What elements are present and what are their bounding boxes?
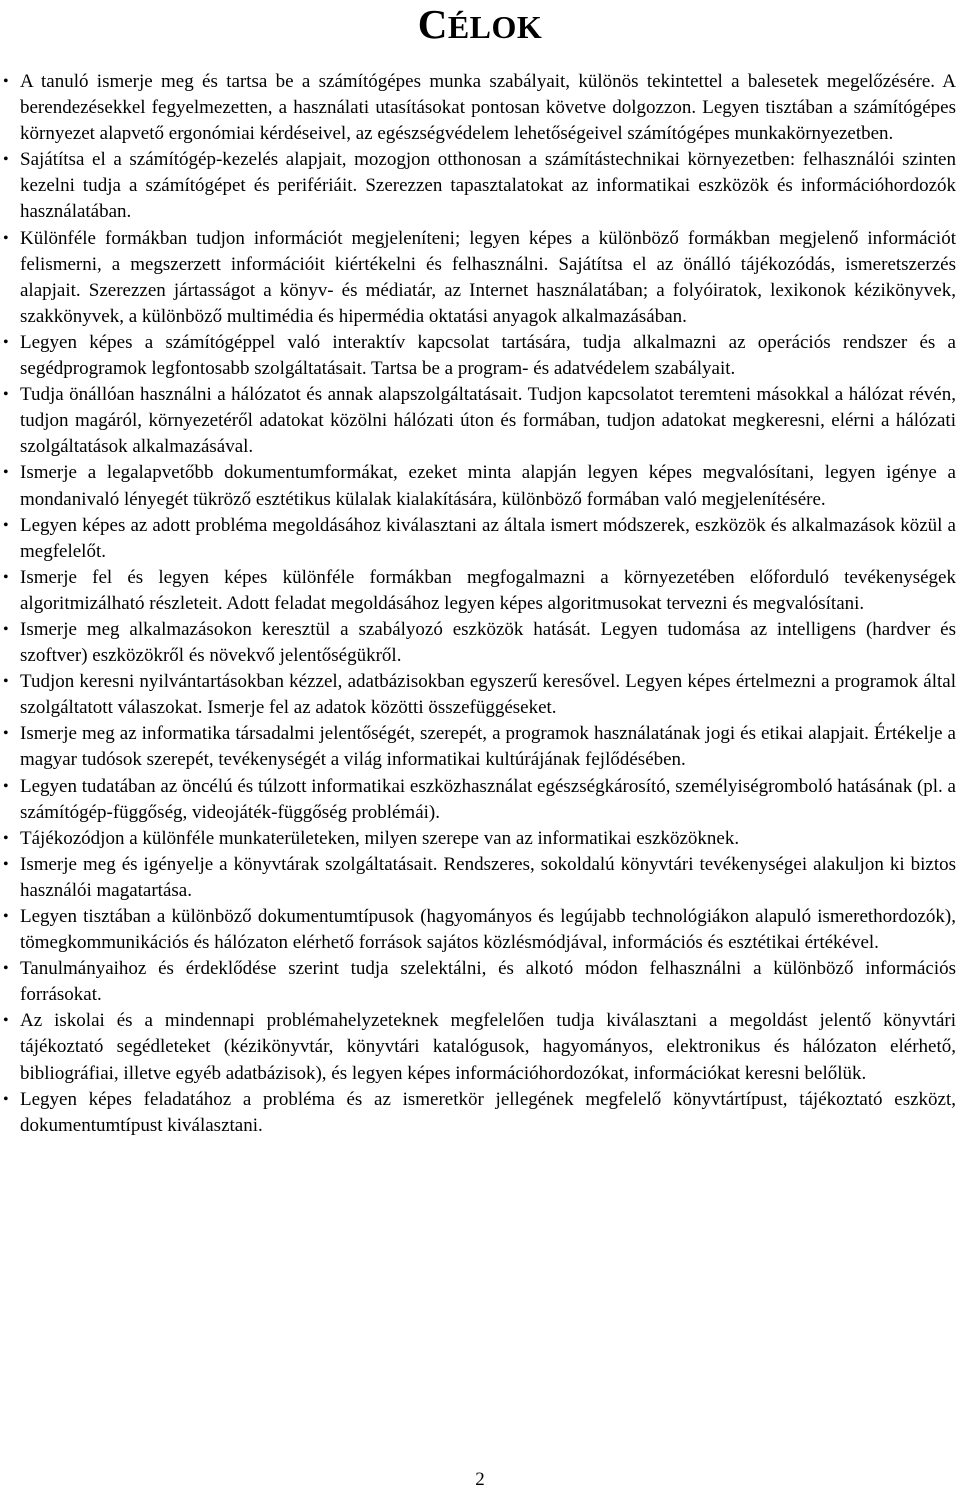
page-title-rest: ÉLOK xyxy=(447,9,543,45)
list-item xyxy=(0,460,960,512)
page-title-initial: C xyxy=(417,1,448,47)
page-number: 2 xyxy=(475,1469,485,1490)
bullet-icon: • xyxy=(3,1090,9,1108)
list-item xyxy=(0,1008,960,1086)
list-item xyxy=(0,721,960,773)
bullet-icon: • xyxy=(3,829,9,847)
list-item-text: Sajátítsa el a számítógép-kezelés alapjait, mozogjon otthonosan a számítástechnikai környezetben: felhasználói szinten kezelni tudja a számítógépet és perifériáit. Szerezzen tapasztalatokat az informatikai eszközök és információhordozók használatában. xyxy=(20,149,956,223)
list-item xyxy=(0,226,960,330)
list-item-text: Tudjon keresni nyilvántartásokban kézzel, adatbázisokban egyszerű keresővel. Legyen képes értelmezni a programok által szolgáltatott válaszokat. Ismerje fel az adatok közötti összefüggéseket. xyxy=(20,671,956,719)
list-item-text: Legyen tudatában az öncélú és túlzott informatikai eszközhasználat egészségkárosító, személyiségromboló hatásának (pl. a számítógép-függőség, videojáték-függőség problémái). xyxy=(20,775,956,823)
list-item-text: Tudja önállóan használni a hálózatot és annak alapszolgáltatásait. Tudjon kapcsolatot teremteni másokkal a hálózat révén, tudjon magáról, környezetéről adatokat közölni hálózati úton és formában, tudjon adatokat megkeresni, elérni a hálózati szolgáltatások alkalmazásával. xyxy=(20,384,956,458)
page-title xyxy=(0,2,960,49)
bullet-icon: • xyxy=(3,908,9,925)
list-item-text: Legyen képes a számítógéppel való interaktív kapcsolat tartására, tudja alkalmazni az operációs rendszer és a segédprogramok legfontosabb szolgáltatásait. Tartsa be a program- és adatvédelem szabályait. xyxy=(20,331,956,380)
bullet-icon: • xyxy=(3,960,9,978)
list-item-text: Ismerje meg alkalmazásokon keresztül a szabályozó eszközök hatását. Legyen tudomása az intelligens (hardver és szoftver) eszközökről és növekvő jelentőségükről. xyxy=(20,618,956,667)
list-item-text: Ismerje meg és igényelje a könyvtárak szolgáltatásait. Rendszeres, sokoldalú könyvtári tevékenységei alakuljon ki biztos használói magatartása. xyxy=(20,853,956,901)
list-item xyxy=(0,565,960,617)
bullet-icon: • xyxy=(3,516,9,534)
bullet-icon: • xyxy=(3,620,9,638)
bullet-icon: • xyxy=(3,386,9,404)
list-item-text: Tájékozódjon a különféle munkaterületeken, milyen szerepe van az informatikai eszközöknek. xyxy=(20,827,740,849)
bullet-icon: • xyxy=(3,333,9,351)
bullet-icon: • xyxy=(3,725,9,743)
list-item xyxy=(0,69,960,147)
bullet-icon: • xyxy=(3,73,9,90)
bullet-icon: • xyxy=(3,464,9,482)
list-item-text: Az iskolai és a mindennapi problémahelyzeteknek megfelelően tudja kiválasztani a megoldást jelentő könyvtári tájékoztató segédleteket (kézikönyvtár, könyvtári katalógusok, hagyományos, elektronikus és hálózaton elérhető, bibliográfiai, illetve egyéb adatbázisok), és legyen képes információhordozókat, információkat keresni belőlük. xyxy=(20,1010,956,1084)
list-item xyxy=(0,147,960,225)
list-item xyxy=(0,513,960,565)
list-item-text: Legyen képes feladatához a probléma és az ismeretkör jellegének megfelelő könyvtártípust, tájékoztató eszközt, dokumentumtípust kiválasztani. xyxy=(20,1088,956,1136)
list-item xyxy=(0,1087,960,1139)
goals-list xyxy=(0,69,960,1139)
list-item xyxy=(0,852,960,904)
bullet-icon: • xyxy=(3,568,9,586)
bullet-icon: • xyxy=(3,1012,9,1030)
bullet-icon: • xyxy=(3,777,9,795)
list-item xyxy=(0,617,960,669)
list-item-text: Ismerje a legalapvetőbb dokumentumformákat, ezeket minta alapján legyen képes megvalósítani, legyen igénye a mondanivaló lényegét tükröző esztétikus külalak kialakítására, különböző formában való megjelenítésére. xyxy=(20,462,956,510)
list-item xyxy=(0,382,960,460)
list-item xyxy=(0,330,960,382)
list-item xyxy=(0,904,960,956)
list-item-text: Ismerje fel és legyen képes különféle formákban megfogalmazni a környezetében előforduló tevékenységek algoritmizálható részleteit. Adott feladat megoldásához legyen képes algoritmusokat tervezni és megvalósítani. xyxy=(20,566,956,614)
list-item xyxy=(0,774,960,826)
list-item-text: Ismerje meg az informatika társadalmi jelentőségét, szerepét, a programok használatának jogi és etikai alapjait. Értékelje a magyar tudósok szerepét, tevékenységét a világ informatikai kultúrájának fejlődésében. xyxy=(20,723,956,771)
list-item xyxy=(0,826,960,852)
bullet-icon: • xyxy=(3,229,9,247)
list-item-text: A tanuló ismerje meg és tartsa be a számítógépes munka szabályait, különös tekintettel a balesetek megelőzésére. A berendezésekkel fegyelmezetten, a használati utasításokat pontosan követve dolgozzon. Legyen tisztában a számítógépes környezet alapvető ergonómiai kérdéseivel, az egészségvédelem lehetőségeivel számítógépes munkakörnyezetben. xyxy=(20,71,956,145)
list-item xyxy=(0,956,960,1008)
list-item-text: Különféle formákban tudjon információt megjeleníteni; legyen képes a különböző formákban megjelenő információt felismerni, a megszerzett információit kiértékelni és felhasználni. Sajátítsa el az önálló tájékozódás, ismeretszerzés alapjait. Szerezzen jártasságot a könyv- és médiatár, az Internet használatában; a folyóiratok, lexikonok kézikönyvek, szakkönyvek, a különböző multimédia és hipermédia oktatási anyagok alkalmazásában. xyxy=(20,227,956,327)
list-item-text: Legyen tisztában a különböző dokumentumtípusok (hagyományos és legújabb technológiákon alapuló ismerethordozók), tömegkommunikációs és hálózaton elérhető források sajátos közlésmódjával, információs és esztétikai értékével. xyxy=(20,906,956,954)
list-item-text: Legyen képes az adott probléma megoldásához kiválasztani az általa ismert módszerek, eszközök és alkalmazások közül a megfelelőt. xyxy=(20,514,956,562)
list-item-text: Tanulmányaihoz és érdeklődése szerint tudja szelektálni, és alkotó módon felhasználni a különböző információs forrásokat. xyxy=(20,958,956,1006)
bullet-icon: • xyxy=(3,151,9,169)
bullet-icon: • xyxy=(3,673,9,691)
list-item xyxy=(0,669,960,721)
bullet-icon: • xyxy=(3,855,9,873)
